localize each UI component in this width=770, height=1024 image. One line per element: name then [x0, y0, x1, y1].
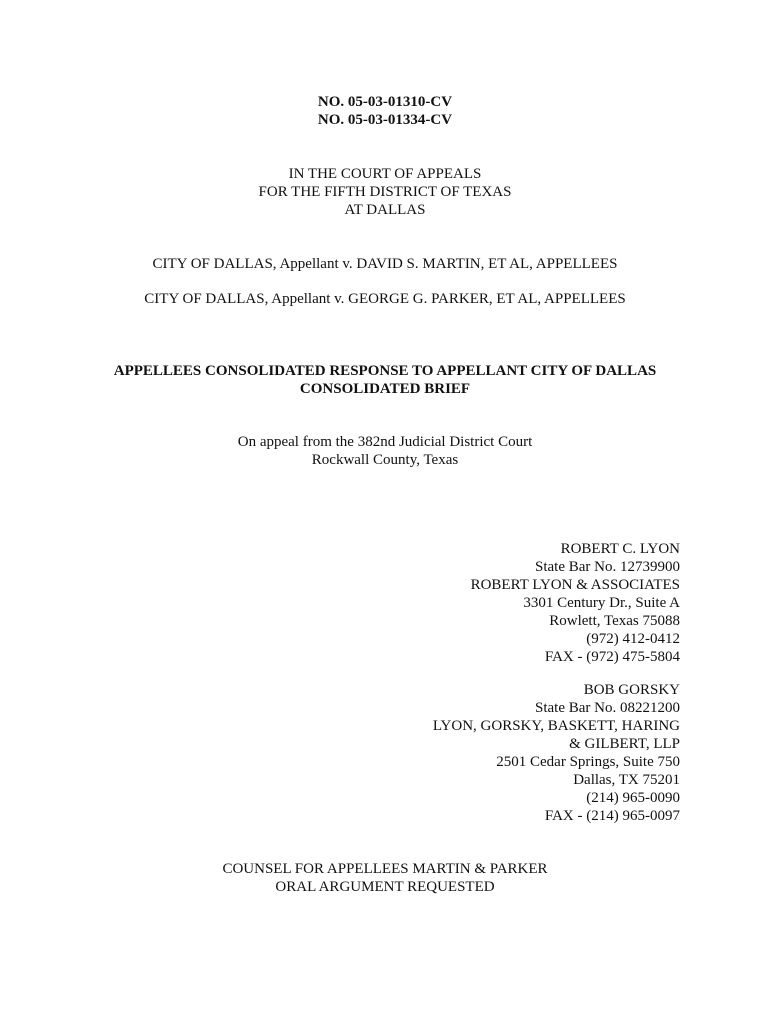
- counsel-for-line: COUNSEL FOR APPELLEES MARTIN & PARKER: [222, 861, 548, 877]
- counsel2-firm-line-2: & GILBERT, LLP: [569, 736, 680, 752]
- counsel2-address-2: Dallas, TX 75201: [573, 772, 680, 788]
- counsel2-address-1: 2501 Cedar Springs, Suite 750: [496, 754, 680, 770]
- court-heading: [80, 165, 690, 219]
- case-number-2: NO. 05-03-01334-CV: [317, 112, 453, 128]
- party-caption-2: [80, 290, 690, 308]
- counsel1-address-2: Rowlett, Texas 75088: [549, 613, 680, 629]
- case-numbers: [80, 93, 690, 129]
- counsel-block-2: [280, 681, 680, 825]
- court-line-2: FOR THE FIFTH DISTRICT OF TEXAS: [258, 184, 512, 200]
- oral-argument-line: ORAL ARGUMENT REQUESTED: [275, 879, 495, 895]
- appeal-origin-line-1: On appeal from the 382nd Judicial District Court: [237, 434, 533, 450]
- court-line-1: IN THE COURT OF APPEALS: [288, 166, 482, 182]
- counsel-footer: [80, 860, 690, 896]
- counsel1-bar-number: State Bar No. 12739900: [535, 559, 680, 575]
- counsel1-fax: FAX - (972) 475-5804: [544, 649, 680, 665]
- counsel2-firm-line-1: LYON, GORSKY, BASKETT, HARING: [432, 718, 680, 734]
- counsel2-phone: (214) 965-0090: [586, 790, 680, 806]
- counsel-block-1: [280, 540, 680, 666]
- counsel1-name: ROBERT C. LYON: [560, 541, 680, 557]
- appeal-origin-line-2: Rockwall County, Texas: [311, 452, 459, 468]
- party-line-1: CITY OF DALLAS, Appellant v. DAVID S. MARTIN, ET AL, APPELLEES: [152, 256, 618, 272]
- counsel2-bar-number: State Bar No. 08221200: [535, 700, 680, 716]
- appeal-origin: [80, 433, 690, 469]
- brief-title: [80, 362, 690, 398]
- counsel1-address-1: 3301 Century Dr., Suite A: [523, 595, 680, 611]
- counsel2-fax: FAX - (214) 965-0097: [544, 808, 680, 824]
- party-caption-1: [80, 255, 690, 273]
- brief-title-line-2: CONSOLIDATED BRIEF: [299, 381, 471, 397]
- brief-title-line-1: APPELLEES CONSOLIDATED RESPONSE TO APPELLANT CITY OF DALLAS: [113, 363, 657, 379]
- counsel1-firm: ROBERT LYON & ASSOCIATES: [470, 577, 680, 593]
- party-line-2: CITY OF DALLAS, Appellant v. GEORGE G. PARKER, ET AL, APPELLEES: [144, 291, 626, 307]
- court-line-3: AT DALLAS: [344, 202, 426, 218]
- counsel1-phone: (972) 412-0412: [586, 631, 680, 647]
- counsel2-name: BOB GORSKY: [583, 682, 680, 698]
- case-number-1: NO. 05-03-01310-CV: [317, 94, 453, 110]
